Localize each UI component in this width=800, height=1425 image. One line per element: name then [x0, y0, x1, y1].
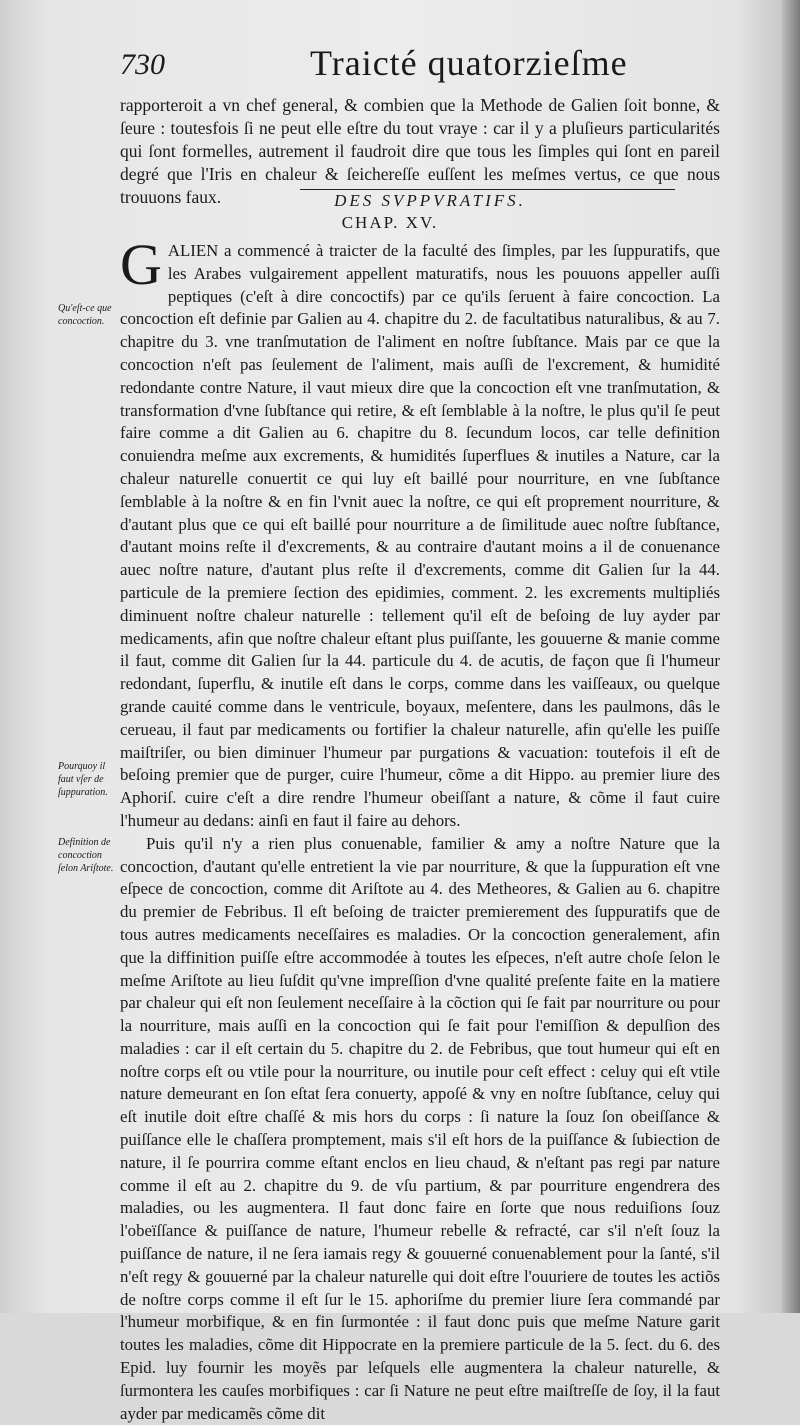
page-header — [120, 42, 760, 102]
margin-note-concoction: Qu'eſt-ce que concoction. — [58, 303, 112, 327]
page-number: 730 — [120, 48, 165, 81]
continued-paragraph-text: rapporteroit a vn chef general, & combien que la Methode de Galien ſoit bonne, & ſeure : toutesfois ſi ne peut elle eſtre du tout vraye : car il y a pluſieurs particularités qui ſont formelles, autrement il faudroit dire que tous les ſimples qui ſont en pareil degré que l'Iris en chaleur & ſeichereſſe euſſent les meſmes vertus, ce que nous trouuons faux. — [120, 95, 720, 207]
section-divider — [300, 189, 675, 190]
paragraph-1-text: ALIEN a commencé à traicter de la faculté des ſimples, par les ſuppuratifs, que les Arabes vulgairement appellent maturatifs, nous les pouuons appeller auſſi peptiques (c'eſt à dire concoctifs) par ce qu'ils ſeruent à faire concoction. La concoction eſt definie par Galien au 4. chapitre du 2. de facultatibus naturalibus, & au 7. chapitre du 3. vne tranſmutation de l'aliment en noſtre ſubſtance. Mais par ce que la concoction n'eſt pas ſeulement de l'aliment, mais auſſi de l'excrement, & humidité redondante contre Nature, il vaut mieux dire que la concoction eſt vne tranſmutation, & transformation d'vne ſubſtance qui retire, & eſt ſemblable à la noſtre, le plus qu'il ſe peut faire comme a dit Galien au 6. chapitre du 8. ſecundum locos, car telle definition conuiendra meſme aux excrements, & humidités ſuperflues & inutiles a Nature, car la chaleur naturelle conuertit ce qui luy eſt baillé pour nourriture, en vne ſubſtance ſemblable à la noſtre & en fin l'vnit auec la noſtre, ce qui eſt proprement nourriture, & d'autant plus que ce qui eſt baillé pour nourriture a de ſimilitude auec noſtre ſubſtance, d'autant moins reſte il d'excrements, & au contraire d'autant moins a il de conuenance auec noſtre nature, d'autant plus reſte il d'excrements, comme dit Galien ſur la 44. particule de la premiere ſection des epidimies, comment. 2. les excrements multipliés diminuent noſtre chaleur naturelle : tellement qu'il eſt de beſoing de luy ayder par medicaments, afin que noſtre chaleur eſtant plus puiſſante, les gouuerne & manie comme il faut, comme dit Galien ſur la 44. particule du 4. de acutis, de façon que ſi l'humeur redondant, ſuperflu, & inutile eſt dans le corps, comme dans les vaiſſeaux, ou quelque grande cauité comme dans le ventricule, boyaux, meſentere, dans les paulmons, dâs le cerueau, il faut par medicaments ou fortifier la chaleur naturelle, afin qu'elle les puiſſe maiſtriſer, ou bien diminuer l'humeur par purgations & vacuation: toutefois il eſt de beſoing premier que de purger, cuire l'humeur, cõme a dit Hippo. au premier liure des Aphoriſ. cuire c'eſt a dire rendre l'humeur obeiſſant a nature, & cõme il faut cuire l'humeur au dedans: ainſi en faut il faire au dehors. — [120, 241, 720, 830]
main-text — [120, 232, 720, 1425]
chapter-heading: CHAP. XV. — [341, 213, 439, 232]
paragraph-2: Puis qu'il n'y a rien plus conuenable, familier & amy a noſtre Nature que la concoction, d'autant qu'elle entretient la vie par nourriture, & que la ſuppuration eſt vne eſpece de concoction, comme dit Ariſtote au 4. des Metheores, & Galien au 6. chapitre du premier de Febribus. Il eſt beſoing de traicter premierement des ſuppuratifs que de tous autres medicaments neceſſaires es maladies. Or la concoction generalement, afin que la diffinition puiſſe eſtre accommodée à toutes les eſpeces, n'eſt autre choſe ſelon le meſme Ariſtote au lieu ſuſdit qu'vne impreſſion d'vne qualité preſente faite en la matiere par chaleur qui eſt non ſeulement neceſſaire à la cõction qui ſe fait par nourriture ou pour la nourriture, mais auſſi en la concoction qui ſe fait pour l'emiſſion & depulſion des maladies : car il eſt certain du 5. chapitre du 2. de Febribus, que tout humeur qui eſt en noſtre corps eſt ou vtile pour la nourriture, ou inutile pour ceſt effect : celuy qui eſt vtile nature demeurant en ſon eſtat ſera conuerty, appoſé & vny en noſtre ſubſtance, celuy qui eſt inutile doit eſtre chaſſé & mis hors du corps : ſi nature la ſouz ſon obeiſſance & puiſſance elle le chaſſera promptement, mais s'il eſt hors de la puiſſance & ſubiection de nature, il ſe pourrira comme eſtant enclos en lieu chaud, & n'eſtant pas regi par nature comme il eſt au 2. chapitre du 9. de vſu partium, & par pourriture engendrera des maladies, ou les augmentera. Il faut donc faire en ſorte que nous reduiſions ſouz l'obeïſſance & puiſſance de nature, l'humeur rebelle & refracté, car s'il n'eſt ſouz la puiſſance de nature, il ne ſera iamais regy & gouuerné conuenablement pour la ſanté, s'il n'eſt regy & gouuerné par la chaleur naturelle qui doit eſtre l'ouuriere de toutes les actiõs de noſtre corps comme il eſt ſur le 15. aphoriſme du premier liure ſera commandé par l'humeur morbifique, & en fin ſurmontée : il faut donc puis que meſme Nature garit toutes les maladies, cõme dit Hippocrate en la premiere particule de la 5. ſect. du 6. des Epid. luy fournir les moyẽs par leſquels elle augmentera la chaleur naturelle, & ſurmontera les cauſes morbifiques : car ſi Nature ne peut eſtre maiſtreſſe de ſoy, il la faut ayder par medicamẽs cõme dit — [120, 833, 720, 1423]
paragraph-1 — [120, 232, 720, 833]
margin-note-definition: Definition de concoction ſelon Ariſtote. — [58, 837, 114, 874]
book-gutter — [782, 0, 800, 1313]
margin-note-suppuration: Pourquoy il faut vſer de ſuppuration. — [58, 761, 108, 798]
section-title: DES SVPPVRATIFS. — [334, 191, 526, 210]
running-title: Traicté quatorzieſme — [310, 43, 628, 83]
drop-cap: G — [120, 232, 162, 297]
